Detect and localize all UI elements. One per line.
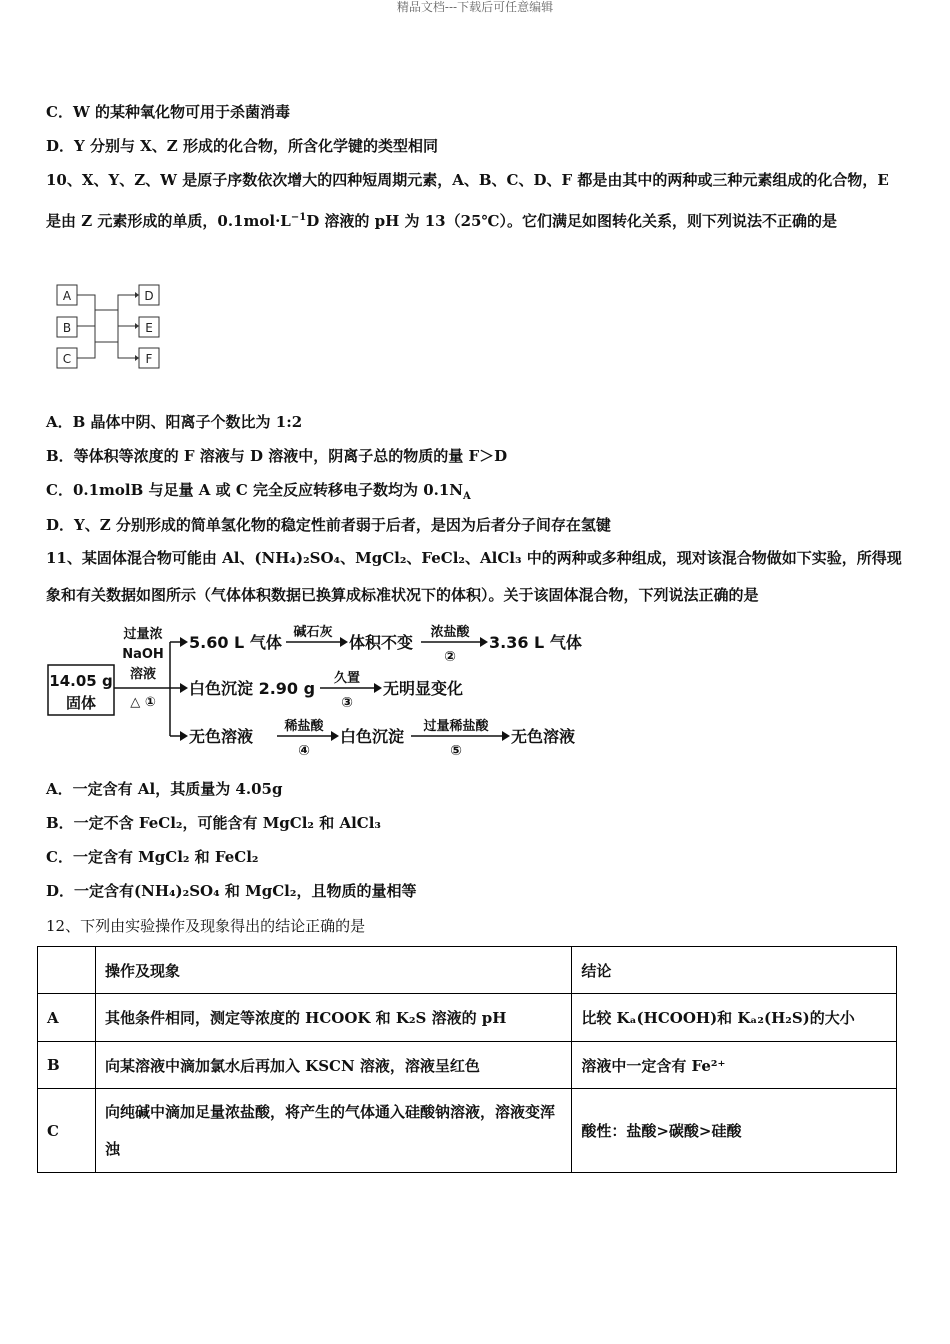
table-header-cell: 操作及现象 (95, 947, 571, 994)
flow-reagent-1: 过量浓 (123, 627, 163, 642)
diagram-box-b: B (62, 321, 72, 335)
flow-row3-precipitate: 白色沉淀 (340, 727, 405, 746)
q10-option-d: D．Y、Z 分别形成的简单氢化物的稳定性前者弱于后者，是因为后者分子间存在氢键 (46, 516, 611, 534)
row-conclusion: 溶液中一定含有 Fe²⁺ (572, 1042, 897, 1089)
table-header-cell (38, 947, 96, 994)
q10-stem-part1: 10、X、Y、Z、W 是原子序数依次增大的四种短周期元素，A、B、C、D、F 都是由其中的两种或三种元素组成的化合物，E 是由 Z 元素形成的单质，0.1mol·L (46, 171, 889, 230)
page-header: 精品文档---下载后可任意编辑 (396, 0, 554, 14)
diagram-box-a: A (62, 289, 72, 303)
q10-stem-sup: −1 (290, 212, 307, 223)
flow-reagent-4: △ ① (130, 695, 156, 710)
row-label: B (38, 1042, 96, 1089)
flow-start-mass: 14.05 g (49, 672, 113, 690)
table-row (38, 1042, 897, 1089)
q10-option-c (46, 480, 471, 507)
table-row (38, 1089, 897, 1173)
q10-diagram (50, 280, 170, 375)
flow-step-3: ③ (341, 695, 353, 711)
flow-reagent-2: NaOH (122, 647, 164, 662)
flow-step-5: ⑤ (450, 743, 462, 759)
flow-step-2: ② (444, 649, 456, 665)
row-operation: 向某溶液中滴加氯水后再加入 KSCN 溶液，溶液呈红色 (95, 1042, 571, 1089)
flow-row1-gas-2: 3.36 L 气体 (489, 633, 582, 652)
q10-option-c-text: C．0.1molB 与足量 A 或 C 完全反应转移电子数均为 0.1N (46, 481, 464, 499)
q10-stem-part2: D 溶液的 pH 为 13（25℃）。它们满足如图转化关系，则下列说法不正确的是 (306, 212, 837, 230)
row-operation: 向纯碱中滴加足量浓盐酸，将产生的气体通入硅酸钠溶液，溶液变浑浊 (95, 1089, 571, 1173)
q12-stem: 12、下列由实验操作及现象得出的结论正确的是 (46, 917, 366, 935)
q11-stem: 11、某固体混合物可能由 Al、(NH₄)₂SO₄、MgCl₂、FeCl₂、AlCl₃ 中的两种或多种组成，现对该混合物做如下实验，所得现象和有关数据如图所示（气体体积数据已换算成标准状况下的体积）。关于该固体混合物，下列说法正确的是 (46, 549, 902, 604)
q12-table (37, 946, 897, 1173)
q11-option-d: D．一定含有(NH₄)₂SO₄ 和 MgCl₂，且物质的量相等 (46, 882, 417, 900)
flow-row1-reagent-2: 浓盐酸 (430, 625, 470, 640)
q10-option-c-sub: A (463, 491, 471, 502)
table-row (38, 994, 897, 1042)
q9-option-d: D．Y 分别与 X、Z 形成的化合物，所含化学键的类型相同 (46, 137, 438, 155)
q10-stem (46, 162, 906, 240)
q10-option-b: B．等体积等浓度的 F 溶液与 D 溶液中，阴离子总的物质的量 F＞D (46, 447, 508, 465)
flow-row1-gas: 5.60 L 气体 (189, 633, 282, 652)
flow-row1-reagent: 碱石灰 (293, 625, 333, 640)
diagram-box-d: D (144, 289, 154, 303)
q9-option-c: C．W 的某种氧化物可用于杀菌消毒 (46, 103, 291, 121)
flow-row2-result: 无明显变化 (383, 679, 464, 698)
q11-flowchart (44, 620, 592, 762)
flow-row2-reagent: 久置 (333, 671, 361, 686)
row-operation: 其他条件相同，测定等浓度的 HCOOK 和 K₂S 溶液的 pH (95, 994, 571, 1042)
flow-row3-solution-2: 无色溶液 (511, 727, 576, 746)
q11-option-c: C．一定含有 MgCl₂ 和 FeCl₂ (46, 848, 259, 866)
q11-option-a: A．一定含有 Al，其质量为 4.05g (46, 780, 283, 798)
q10-option-a: A．B 晶体中阴、阳离子个数比为 1:2 (46, 413, 303, 431)
table-header-row (38, 947, 897, 994)
flow-row3-reagent-2: 过量稀盐酸 (423, 719, 489, 734)
flow-start-solid: 固体 (65, 694, 97, 712)
row-label: C (38, 1089, 96, 1173)
q11-option-b: B．一定不含 FeCl₂，可能含有 MgCl₂ 和 AlCl₃ (46, 814, 381, 832)
diagram-box-e: E (145, 321, 153, 335)
diagram-box-f: F (145, 352, 153, 366)
table-header-cell: 结论 (572, 947, 897, 994)
row-conclusion: 酸性：盐酸>碳酸>硅酸 (572, 1089, 897, 1173)
flow-row1-volume: 体积不变 (349, 633, 414, 652)
flow-row3-reagent: 稀盐酸 (284, 719, 324, 734)
flow-step-4: ④ (298, 743, 310, 759)
flow-row2-precipitate: 白色沉淀 2.90 g (189, 679, 316, 698)
flow-row3-solution: 无色溶液 (189, 727, 254, 746)
row-label: A (38, 994, 96, 1042)
row-conclusion: 比较 Kₐ(HCOOH)和 Kₐ₂(H₂S)的大小 (572, 994, 897, 1042)
flow-reagent-3: 溶液 (129, 667, 157, 682)
diagram-box-c: C (62, 352, 72, 366)
